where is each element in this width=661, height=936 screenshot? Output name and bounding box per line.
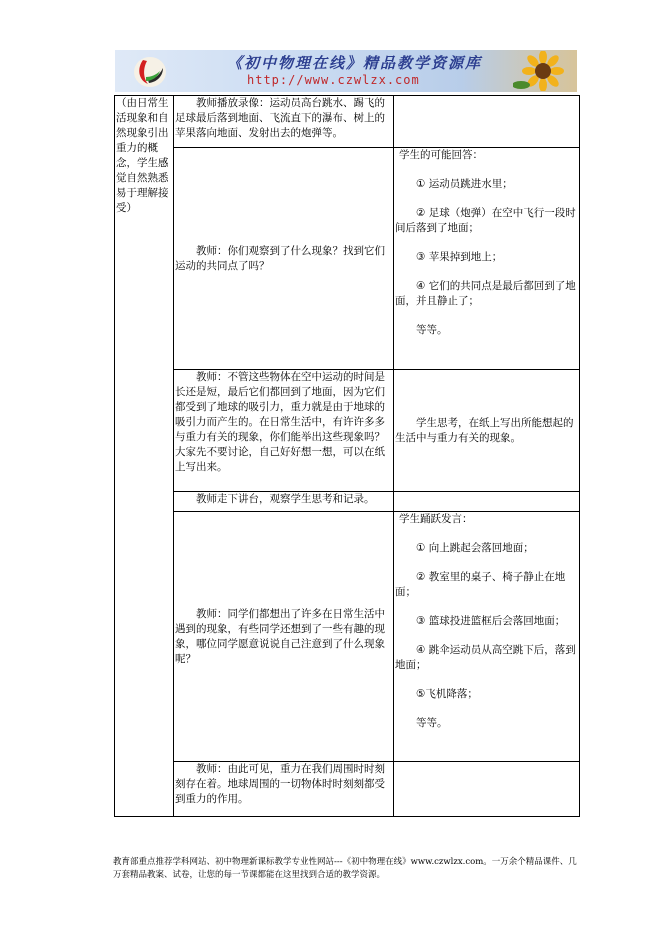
page-footer: 教育部重点推荐学科网站、初中物理新课标教学专业性网站---《初中物理在线》www.czwlzx.com。一万余个精品课件、几万套精品教案、试卷，让您的每一节课都能在这里找到合适的教学资源。 [113, 857, 577, 880]
table-row [115, 762, 580, 817]
teacher-text: 教师：由此可见，重力在我们周围时时刻刻存在着。地球周围的一切物体时时刻刻都受到重力的作用。 [175, 763, 385, 805]
student-text: ② 教室里的桌子、椅子静止在地面； [395, 571, 566, 598]
student-text: ① 向上跳起会落回地面； [416, 542, 534, 554]
left-note-cell [115, 96, 174, 817]
teacher-text: 教师走下讲台，观察学生思考和记录。 [196, 493, 375, 505]
left-note: （由日常生活现象和自然现象引出重力的概念，学生感觉自然熟悉易于理解接受） [116, 97, 169, 214]
sunflower-icon [513, 51, 571, 91]
teacher-cell [174, 148, 394, 370]
table-row [115, 492, 580, 512]
lesson-table [114, 95, 580, 817]
student-text: ② 足球（炮弹）在空中飞行一段时间后落到了地面； [395, 207, 576, 234]
teacher-cell [174, 96, 394, 148]
student-text: ③ 篮球投进篮框后会落回地面； [416, 615, 566, 627]
banner-url[interactable]: http://www.czwlzx.com [247, 73, 420, 87]
student-text: ③ 苹果掉到地上； [416, 251, 503, 263]
student-cell [394, 512, 580, 762]
teacher-cell [174, 492, 394, 512]
teacher-text: 教师：你们观察到了什么现象？找到它们运动的共同点了吗？ [175, 244, 385, 272]
student-text: ① 运动员跳进水里； [416, 178, 513, 190]
student-text: 学生踊跃发言： [399, 513, 473, 525]
student-text: 等等。 [416, 717, 448, 729]
teacher-cell [174, 512, 394, 762]
table-row [115, 96, 580, 148]
student-text: 学生思考，在纸上写出所能想起的生活中与重力有关的现象。 [395, 416, 574, 444]
table-row [115, 512, 580, 762]
student-cell [394, 762, 580, 817]
student-cell [394, 148, 580, 370]
table-row [115, 148, 580, 370]
header-banner [115, 50, 577, 92]
student-cell [394, 492, 580, 512]
table-row [115, 370, 580, 492]
teacher-text: 教师播放录像：运动员高台跳水、踢飞的足球最后落到地面、飞流直下的瀑布、树上的苹果落向地面、发射出去的炮弹等。 [175, 97, 385, 139]
site-logo-icon [133, 56, 167, 88]
student-text: 学生的可能回答： [399, 149, 483, 161]
teacher-cell [174, 762, 394, 817]
banner-title: 《初中物理在线》精品教学资源库 [227, 54, 483, 72]
teacher-cell [174, 370, 394, 492]
teacher-text: 教师：同学们都想出了许多在日常生活中遇到的现象，有些同学还想到了一些有趣的现象，哪位同学愿意说说自己注意到了什么现象呢？ [175, 607, 385, 665]
teacher-text: 教师：不管这些物体在空中运动的时间是长还是短，最后它们都回到了地面，因为它们都受到了地球的吸引力，重力就是由于地球的吸引力而产生的。在日常生活中，有许许多多与重力有关的现象，你们能举出这些现象吗？大家先不要讨论，自己好好想一想，可以在纸上写出来。 [175, 371, 385, 473]
student-cell [394, 370, 580, 492]
student-cell [394, 96, 580, 148]
student-text: ⑤飞机降落； [416, 688, 478, 700]
student-text: ④ 它们的共同点是最后都回到了地面，并且静止了； [395, 280, 576, 307]
student-text: ④ 跳伞运动员从高空跳下后，落到地面； [395, 644, 576, 671]
student-text: 等等。 [416, 324, 448, 336]
